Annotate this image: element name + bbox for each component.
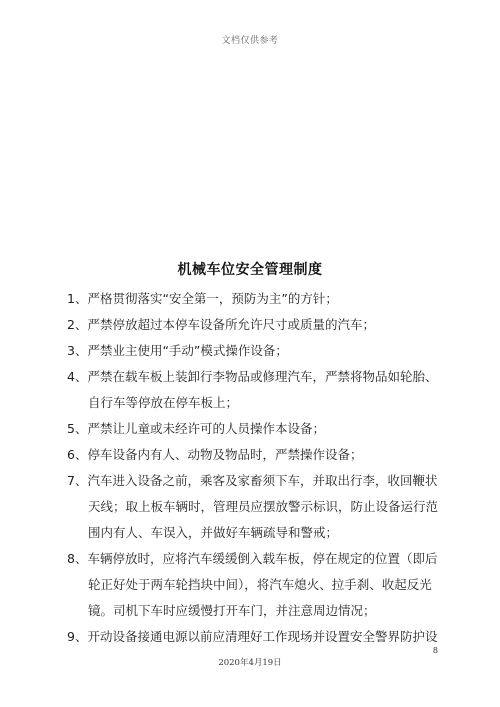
rule-item	[67, 468, 457, 546]
rule-number: 5、	[67, 421, 88, 436]
rule-text: 严禁业主使用“手动”模式操作设备；	[87, 343, 288, 358]
rule-item	[67, 312, 457, 338]
header-note: 文档仅供参考	[221, 36, 279, 46]
rule-text: 严禁在载车板上装卸行李物品或修理汽车，严禁将物品如轮胎、	[87, 369, 438, 384]
rule-text-continued: 天线；取上板车辆时，管理员应摆放警示标识，防止设备运行范	[88, 499, 439, 514]
rules-list	[67, 286, 457, 650]
rule-number: 4、	[67, 369, 88, 384]
document-title: 机械车位安全管理制度	[177, 262, 323, 278]
page-number: 8	[432, 646, 438, 655]
rule-item	[67, 364, 457, 416]
rule-item	[67, 624, 457, 650]
rule-text-continued: 轮正好处于两车轮挡块中间），将汽车熄火、拉手刹、收起反光	[88, 577, 432, 592]
rule-text: 车辆停放时，应将汽车缓缓倒入载车板，停在规定的位置（即后	[87, 551, 438, 566]
rule-text: 汽车进入设备之前，乘客及家畜须下车，并取出行李，收回鞭状	[87, 473, 438, 488]
rule-number: 9、	[67, 629, 88, 644]
rule-text-continued: 镜。司机下车时应缓慢打开车门，并注意周边情况；	[88, 603, 376, 618]
rule-item	[67, 416, 457, 442]
rule-text: 严格贯彻落实“安全第一，预防为主”的方针；	[87, 291, 338, 306]
rule-item	[67, 338, 457, 364]
rule-item	[67, 546, 457, 624]
rule-text: 严禁停放超过本停车设备所允许尺寸或质量的汽车；	[87, 317, 375, 332]
rule-number: 2、	[67, 317, 88, 332]
rule-text: 停车设备内有人、动物及物品时，严禁操作设备；	[87, 447, 363, 462]
rule-number: 1、	[67, 291, 88, 306]
rule-text: 开动设备接通电源以前应清理好工作现场并设置安全警界防护设	[87, 629, 438, 644]
rule-number: 6、	[67, 447, 88, 462]
rule-number: 8、	[67, 551, 88, 566]
rule-text: 严禁让儿童或未经许可的人员操作本设备；	[87, 421, 325, 436]
rule-item	[67, 286, 457, 312]
rule-number: 3、	[67, 343, 88, 358]
rule-number: 7、	[67, 473, 88, 488]
rule-text-continued: 自行车等停放在停车板上；	[88, 395, 239, 410]
footer-date: 2020年4月19日	[218, 658, 282, 668]
rule-text-continued: 围内有人、车误入，并做好车辆疏导和警戒；	[88, 525, 339, 540]
rule-item	[67, 442, 457, 468]
